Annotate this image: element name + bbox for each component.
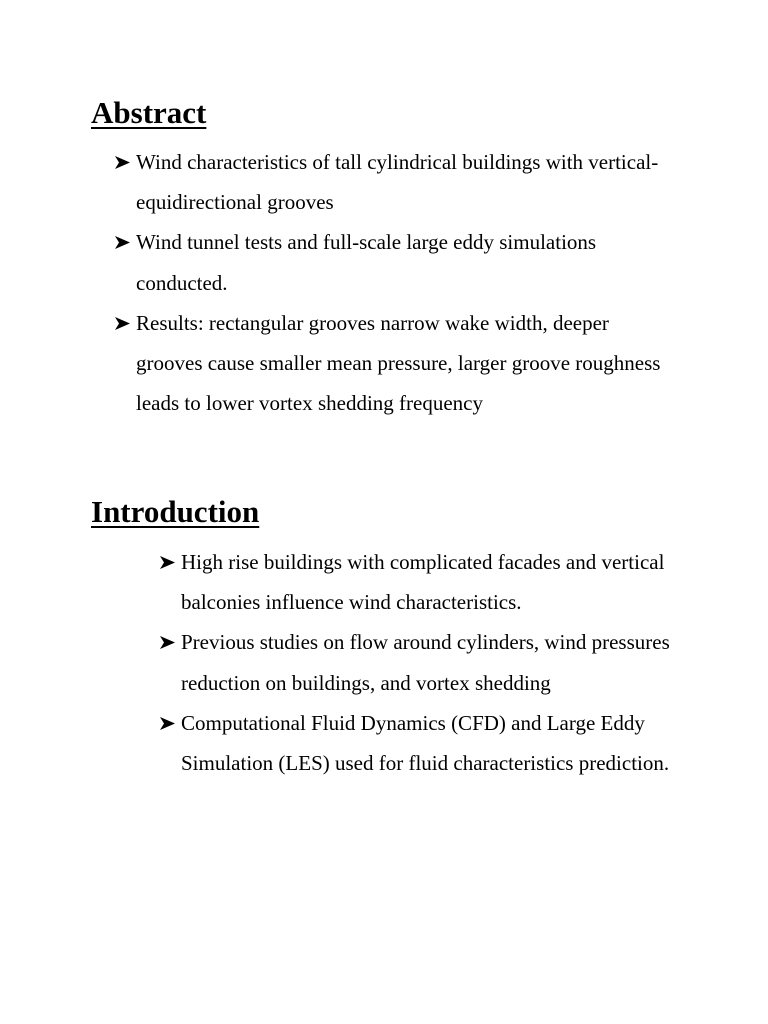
arrowhead-bullet-icon	[113, 303, 133, 343]
list-item	[113, 303, 673, 424]
bullet-text: High rise buildings with complicated facades and vertical balconies influence wind characteristics.	[181, 550, 665, 615]
introduction-bullet-list	[158, 542, 718, 783]
bullet-text: Computational Fluid Dynamics (CFD) and Large Eddy Simulation (LES) used for fluid characteristics prediction.	[181, 710, 670, 776]
list-item	[113, 142, 673, 222]
list-item	[158, 622, 718, 702]
introduction-heading: Introduction	[91, 494, 260, 529]
arrowhead-bullet-icon	[113, 222, 133, 262]
bullet-text: Previous studies on flow around cylinders, wind pressures reduction on buildings, and vortex shedding	[181, 630, 670, 695]
arrowhead-bullet-icon	[158, 622, 178, 662]
bullet-text: Wind characteristics of tall cylindrical buildings with vertical-equidirectional grooves	[136, 150, 659, 215]
abstract-bullet-list	[113, 142, 673, 423]
arrowhead-bullet-icon	[113, 142, 133, 182]
arrowhead-bullet-icon	[158, 542, 178, 582]
list-item	[158, 703, 718, 783]
list-item	[113, 222, 673, 302]
list-item	[158, 542, 718, 622]
bullet-text: Results: rectangular grooves narrow wake width, deeper grooves cause smaller mean pressure, larger groove roughness leads to lower vortex shedding frequency	[136, 310, 661, 416]
bullet-text: Wind tunnel tests and full-scale large eddy simulations conducted.	[136, 230, 597, 295]
arrowhead-bullet-icon	[158, 703, 178, 743]
abstract-heading: Abstract	[91, 95, 207, 130]
